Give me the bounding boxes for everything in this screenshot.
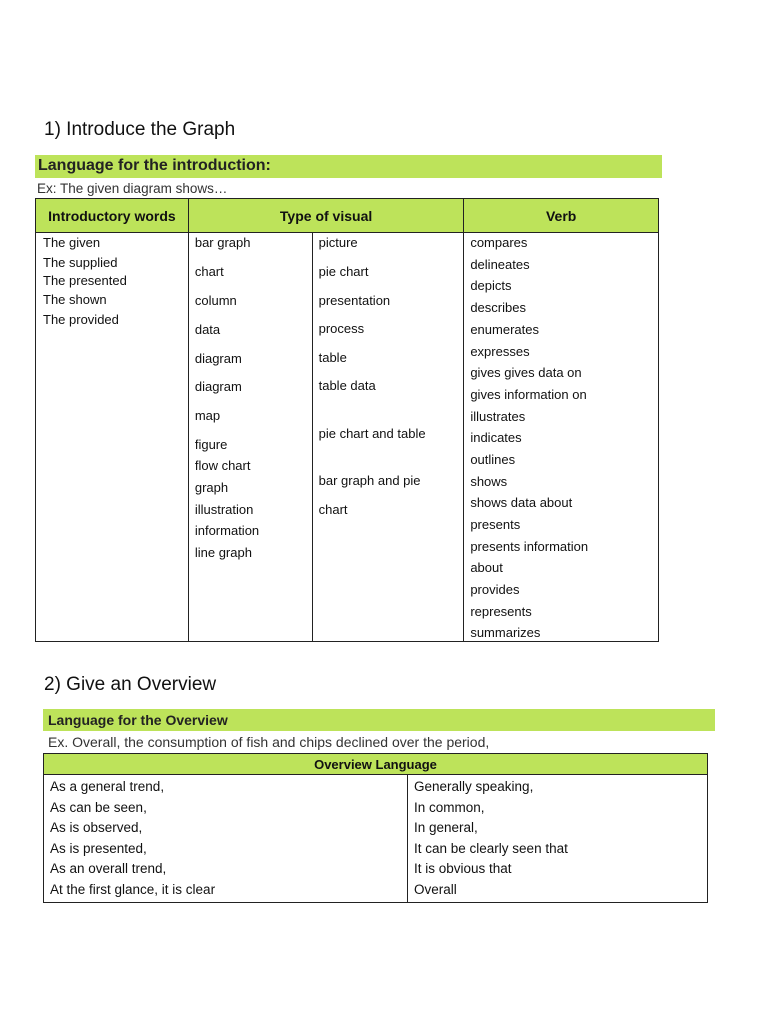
visual-col1-cell	[188, 233, 312, 642]
overview-phrase: It is obvious that	[414, 861, 512, 876]
overview-phrase: As a general trend,	[50, 779, 165, 794]
verb-item: outlines	[470, 452, 516, 467]
verb-item: represents	[470, 604, 532, 619]
visual-item: pie chart	[318, 264, 369, 279]
overview-phrase: At the first glance, it is clear	[50, 881, 216, 897]
overview-phrase: It can be clearly seen that	[414, 840, 568, 856]
verbs-cell	[464, 233, 659, 642]
visual-item: table	[318, 350, 347, 365]
verb-item: indicates	[470, 430, 522, 445]
verb-item: shows data about	[470, 495, 573, 510]
visual-item: diagram	[194, 379, 242, 394]
overview-language-bar	[43, 709, 715, 731]
overview-phrase: As is observed,	[50, 820, 143, 835]
visual-item: figure	[194, 437, 228, 452]
overview-right-cell	[408, 775, 708, 903]
intro-word: The given	[43, 235, 101, 250]
section-1-heading: 1) Introduce the Graph	[44, 119, 236, 140]
overview-phrase: Overall	[414, 881, 457, 897]
overview-phrase: As can be seen,	[50, 799, 147, 815]
verb-item: describes	[470, 300, 526, 315]
verb-item: expresses	[470, 344, 530, 359]
verb-item: depicts	[470, 278, 512, 293]
header-type-of-visual: Type of visual	[188, 199, 463, 233]
visual-item: table data	[318, 378, 376, 393]
visual-item: diagram	[194, 351, 242, 366]
verb-item: delineates	[470, 257, 530, 272]
verb-item: gives information on	[470, 387, 587, 402]
overview-phrase: Generally speaking,	[414, 779, 534, 794]
intro-words-cell	[36, 233, 189, 642]
visual-item: process	[318, 321, 365, 336]
intro-word: The presented	[43, 273, 127, 288]
verb-item: compares	[470, 235, 528, 250]
visual-item: picture	[318, 235, 358, 250]
verb-item: provides	[470, 582, 520, 597]
introduction-language-bar	[35, 155, 662, 178]
visual-item: data	[194, 322, 221, 337]
intro-word: The provided	[43, 312, 119, 327]
header-verb: Verb	[464, 199, 659, 233]
visual-item: chart	[318, 502, 348, 517]
overview-phrase: As an overall trend,	[50, 861, 167, 876]
visual-item: pie chart and table	[318, 426, 426, 441]
introduction-table	[35, 198, 659, 642]
introduction-example: Ex: The given diagram shows…	[37, 181, 228, 196]
visual-item: information	[194, 523, 260, 538]
visual-item: flow chart	[194, 458, 251, 473]
overview-language-label: Language for the Overview	[48, 712, 228, 728]
visual-item: bar graph	[194, 235, 251, 250]
verb-item: presents	[470, 517, 521, 532]
overview-phrase: In general,	[414, 820, 478, 835]
verb-item: summarizes	[470, 625, 541, 640]
visual-item: bar graph and pie	[318, 473, 421, 488]
visual-item: column	[194, 293, 237, 308]
verb-item: enumerates	[470, 322, 539, 337]
intro-word: The shown	[43, 292, 107, 307]
header-introductory-words: Introductory words	[36, 199, 189, 233]
overview-phrase: As is presented,	[50, 840, 147, 856]
visual-item: line graph	[194, 545, 252, 560]
overview-left-cell	[44, 775, 408, 903]
visual-item: illustration	[194, 502, 254, 517]
verb-item: gives gives data on	[470, 365, 582, 380]
introduction-language-label: Language for the introduction:	[38, 157, 271, 174]
overview-phrase: In common,	[414, 799, 485, 815]
verb-item: about	[470, 560, 503, 575]
visual-item: graph	[194, 480, 229, 495]
overview-example: Ex. Overall, the consumption of fish and chips declined over the period,	[48, 734, 490, 750]
verb-item: illustrates	[470, 409, 526, 424]
verb-item: shows	[470, 474, 508, 489]
visual-item: map	[194, 408, 221, 423]
visual-item: chart	[194, 264, 224, 279]
verb-item: presents information	[470, 539, 589, 554]
intro-word: The supplied	[43, 255, 118, 270]
overview-table-header: Overview Language	[44, 754, 708, 775]
section-2-heading: 2) Give an Overview	[44, 674, 217, 695]
visual-item: presentation	[318, 293, 391, 308]
overview-table	[43, 753, 708, 903]
visual-col2-cell	[312, 233, 464, 642]
